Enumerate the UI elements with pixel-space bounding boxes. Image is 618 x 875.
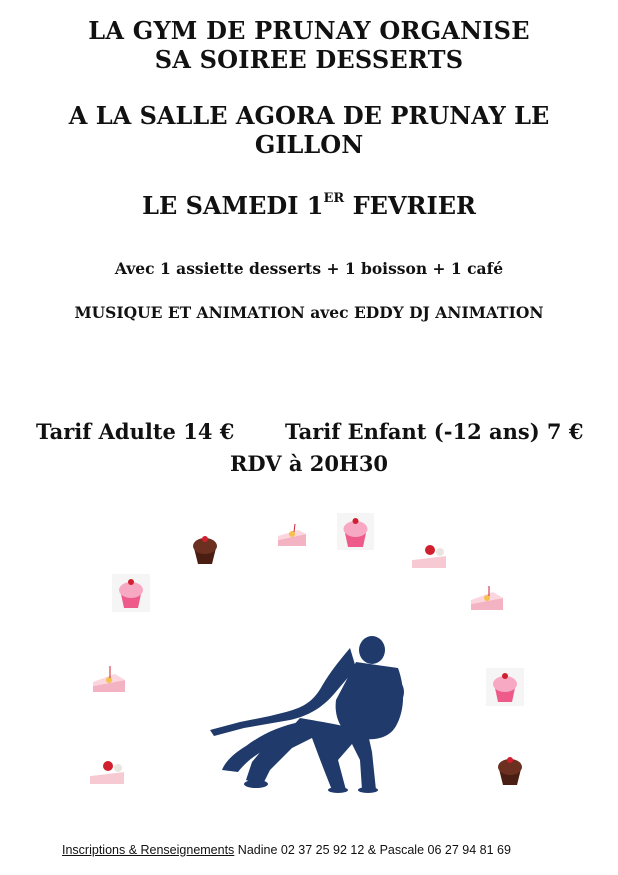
dancing-couple-icon xyxy=(210,636,404,793)
chocolate-cupcake-bottom-icon xyxy=(498,757,522,785)
pink-cupcake-icon xyxy=(337,513,374,550)
rdv-time: RDV à 20H30 xyxy=(229,451,389,476)
footer-contacts xyxy=(62,843,511,857)
cake-slice-icon xyxy=(278,524,306,546)
footer-label: Inscriptions & Renseignements xyxy=(62,843,235,857)
venue-line-1: A LA SALLE AGORA DE PRUNAY LE xyxy=(68,101,550,130)
pink-cupcake-left-icon xyxy=(112,574,150,612)
pink-cupcake-right-icon xyxy=(486,668,524,706)
strawberry-cake-icon xyxy=(412,545,446,568)
chocolate-cupcake-icon xyxy=(193,536,217,564)
title-line-2: SA SOIREE DESSERTS xyxy=(154,45,464,74)
music-text: MUSIQUE ET ANIMATION avec EDDY DJ ANIMATION xyxy=(74,303,544,322)
venue-line-2: GILLON xyxy=(254,130,364,159)
price-child: Tarif Enfant (-12 ans) 7 € xyxy=(285,419,584,444)
offer-text: Avec 1 assiette desserts + 1 boisson + 1 café xyxy=(114,259,504,278)
date-suffix: FEVRIER xyxy=(344,191,476,220)
strawberry-cake-bottom-icon xyxy=(90,761,124,784)
cake-slice-left-icon xyxy=(93,666,125,692)
date-superscript: ER xyxy=(323,191,345,206)
event-date xyxy=(0,191,618,220)
cake-slice-right-icon xyxy=(471,586,503,610)
footer-phone-numbers: Nadine 02 37 25 92 12 & Pascale 06 27 94 81 69 xyxy=(234,843,511,857)
title-line-1: LA GYM DE PRUNAY ORGANISE xyxy=(88,16,530,45)
date-prefix: LE SAMEDI 1 xyxy=(142,191,324,220)
price-adult: Tarif Adulte 14 € xyxy=(36,419,235,444)
